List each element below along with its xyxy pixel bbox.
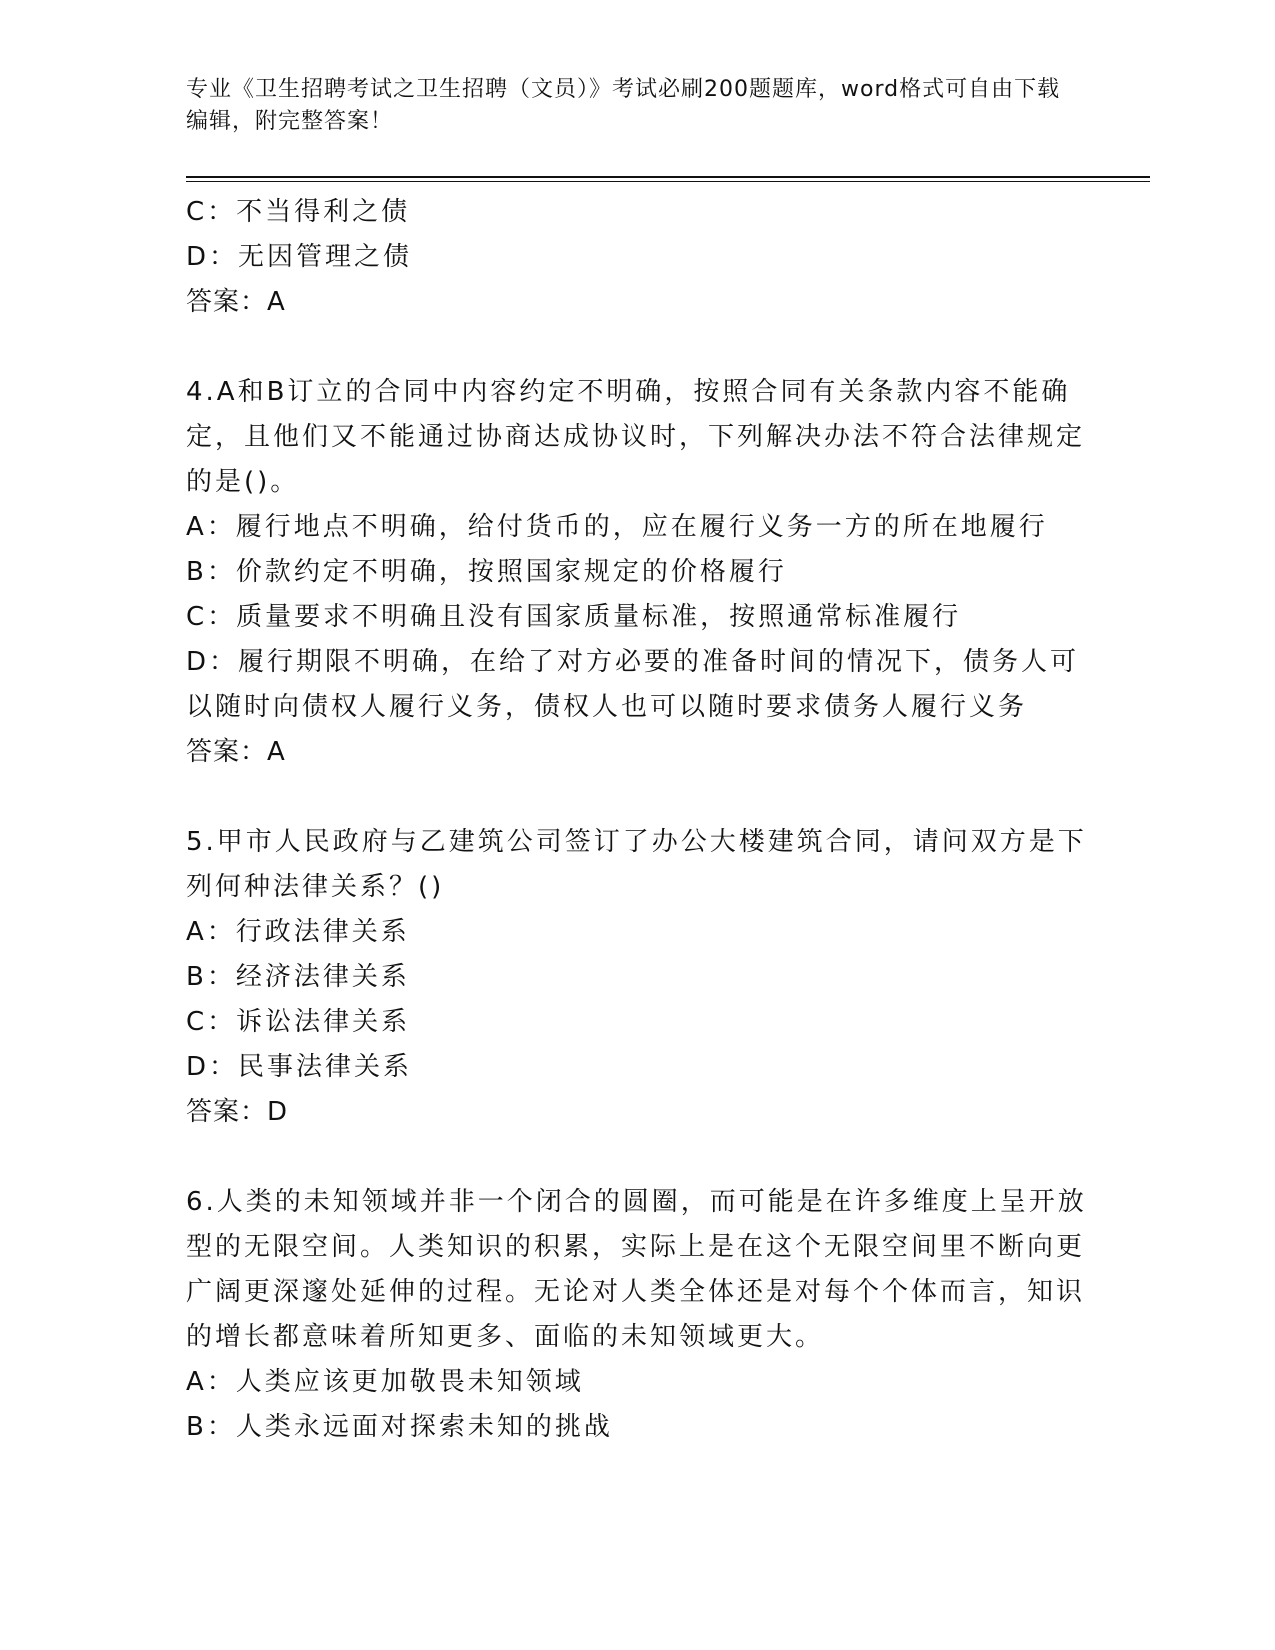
- question-stem: 4.A和B订立的合同中内容约定不明确，按照合同有关条款内容不能确定，且他们又不能通过协商达成协议时，下列解决办法不符合法律规定的是()。: [186, 377, 1086, 497]
- option-c: C：质量要求不明确且没有国家质量标准，按照通常标准履行: [186, 602, 962, 632]
- option-c: C：诉讼法律关系: [186, 1007, 411, 1037]
- option-d: D：无因管理之债: [186, 242, 413, 272]
- option-a: A：行政法律关系: [186, 917, 410, 947]
- header-divider-thick: [186, 176, 1150, 178]
- question-5: [186, 820, 1106, 1135]
- document-body: [186, 190, 1106, 1450]
- spacer: [186, 775, 1106, 820]
- answer-line: 答案：A: [186, 287, 286, 317]
- question-fragment: [186, 190, 1106, 325]
- question-stem: 6.人类的未知领域并非一个闭合的圆圈，而可能是在许多维度上呈开放型的无限空间。人类知识的积累，实际上是在这个无限空间里不断向更广阔更深邃处延伸的过程。无论对人类全体还是对每个个体而言，知识的增长都意味着所知更多、面临的未知领域更大。: [186, 1187, 1087, 1352]
- option-b: B：经济法律关系: [186, 962, 410, 992]
- option-a: A：人类应该更加敬畏未知领域: [186, 1367, 584, 1397]
- answer-line: 答案：D: [186, 1097, 289, 1127]
- spacer: [186, 325, 1106, 370]
- question-6: [186, 1180, 1106, 1450]
- answer-line: 答案：A: [186, 737, 286, 767]
- document-header: 专业《卫生招聘考试之卫生招聘（文员）》考试必刷200题题库，word格式可自由下载编辑，附完整答案！: [186, 77, 1061, 134]
- question-4: [186, 370, 1106, 775]
- spacer: [186, 1135, 1106, 1180]
- option-b: B：人类永远面对探索未知的挑战: [186, 1412, 613, 1442]
- option-b: B：价款约定不明确，按照国家规定的价格履行: [186, 557, 787, 587]
- header-divider-thin: [186, 181, 1150, 182]
- question-stem: 5.甲市人民政府与乙建筑公司签订了办公大楼建筑合同，请问双方是下列何种法律关系？(): [186, 827, 1087, 902]
- option-d: D：履行期限不明确，在给了对方必要的准备时间的情况下，债务人可以随时向债权人履行义务，债权人也可以随时要求债务人履行义务: [186, 647, 1080, 722]
- option-d: D：民事法律关系: [186, 1052, 413, 1082]
- option-a: A：履行地点不明确，给付货币的，应在履行义务一方的所在地履行: [186, 512, 1048, 542]
- option-c: C：不当得利之债: [186, 197, 411, 227]
